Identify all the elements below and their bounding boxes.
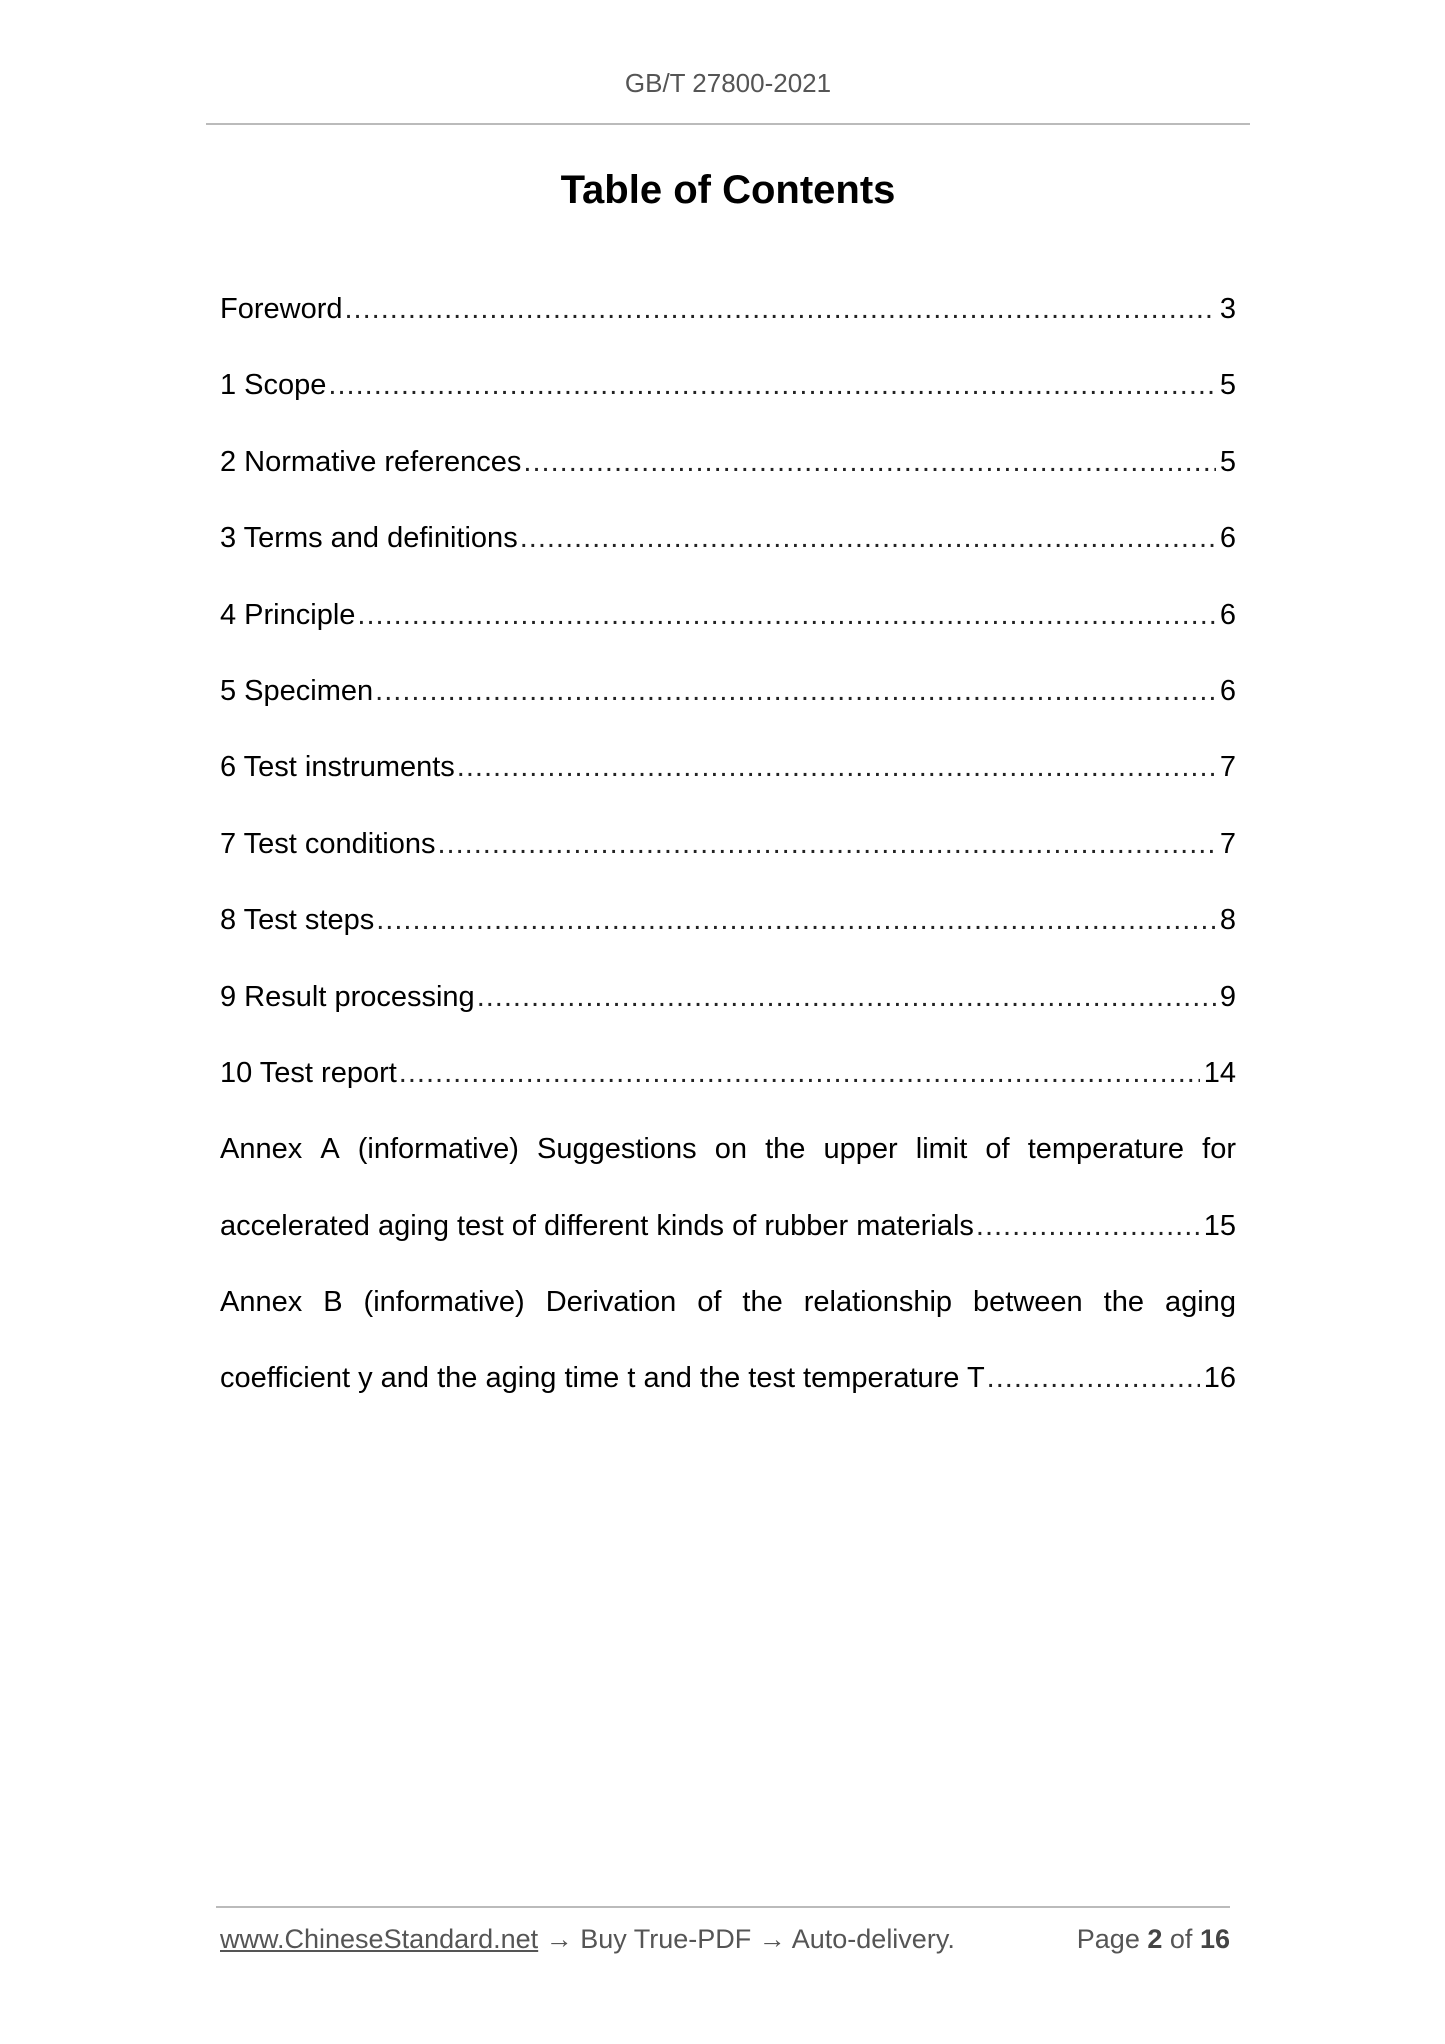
toc-entry-terms-and-definitions[interactable] xyxy=(220,514,1236,590)
toc-entry-page: 15 xyxy=(1203,1209,1236,1242)
toc-entry-label: accelerated aging test of different kinds of rubber materials xyxy=(220,1209,974,1242)
toc-entry-test-instruments[interactable] xyxy=(220,743,1236,819)
page-footer xyxy=(220,1924,1230,1955)
toc-entry-label: 5 Specimen xyxy=(220,674,374,707)
toc-word: relationship xyxy=(803,1286,953,1319)
toc-word: aging xyxy=(1164,1286,1236,1319)
toc-word: the xyxy=(765,1133,806,1166)
toc-leader-dots xyxy=(376,896,1216,944)
toc-entry-page: 6 xyxy=(1219,598,1236,631)
toc-entry-page: 5 xyxy=(1219,369,1236,402)
toc-entry-label: 2 Normative references xyxy=(220,445,522,478)
header-divider xyxy=(206,123,1250,125)
toc-entry-label: 9 Result processing xyxy=(220,980,475,1013)
toc-entry-page: 3 xyxy=(1219,293,1236,325)
toc-leader-dots xyxy=(399,1049,1200,1097)
toc-entry-test-steps[interactable] xyxy=(220,896,1236,972)
toc-entry-label: 4 Principle xyxy=(220,598,356,631)
toc-word: limit xyxy=(915,1133,968,1166)
toc-word: of xyxy=(985,1133,1010,1166)
toc-word: Annex xyxy=(220,1286,303,1319)
footer-divider xyxy=(216,1906,1230,1908)
toc-leader-dots xyxy=(477,973,1216,1021)
document-id-header: GB/T 27800-2021 xyxy=(624,68,832,98)
toc-entry-page: 7 xyxy=(1219,751,1236,784)
toc-entry-test-report[interactable] xyxy=(220,1049,1236,1125)
current-page-number: 2 xyxy=(1147,1924,1163,1954)
toc-leader-dots xyxy=(520,514,1216,562)
toc-leader-dots xyxy=(357,591,1215,639)
toc-word: for xyxy=(1202,1133,1236,1166)
toc-word: upper xyxy=(823,1133,898,1166)
chinesestandard-link[interactable]: www.ChineseStandard.net xyxy=(220,1924,539,1954)
toc-word: the xyxy=(1103,1286,1144,1319)
toc-entry-annex-a-line1[interactable] xyxy=(220,1125,1236,1201)
toc-entry-page: 16 xyxy=(1203,1362,1236,1395)
toc-entry-scope[interactable] xyxy=(220,361,1236,437)
toc-entry-principle[interactable] xyxy=(220,591,1236,667)
toc-word: (informative) xyxy=(363,1286,525,1319)
toc-leader-dots xyxy=(328,361,1215,409)
toc-entry-label: Foreword xyxy=(220,293,343,325)
toc-entry-annex-b-line2[interactable] xyxy=(220,1354,1236,1430)
toc-entry-label: 8 Test steps xyxy=(220,904,375,937)
toc-leader-dots xyxy=(976,1202,1200,1250)
toc-word: (informative) xyxy=(357,1133,519,1166)
toc-entry-annex-b-line1[interactable] xyxy=(220,1278,1236,1354)
table-of-contents xyxy=(220,285,1236,1431)
toc-word: Annex xyxy=(220,1133,303,1166)
toc-leader-dots xyxy=(523,438,1215,486)
toc-leader-dots xyxy=(438,820,1216,868)
toc-leader-dots xyxy=(345,285,1216,333)
toc-entry-label: 10 Test report xyxy=(220,1056,397,1089)
footer-promo-text: → Buy True-PDF → Auto-delivery. xyxy=(538,1924,955,1954)
toc-entry-label: 6 Test instruments xyxy=(220,751,455,784)
toc-word: the xyxy=(742,1286,783,1319)
toc-entry-label: 1 Scope xyxy=(220,369,327,402)
toc-word: B xyxy=(323,1286,343,1319)
toc-word: Suggestions xyxy=(537,1133,697,1166)
toc-entry-result-processing[interactable] xyxy=(220,973,1236,1049)
toc-word: A xyxy=(320,1133,340,1166)
toc-word: Derivation xyxy=(545,1286,677,1319)
toc-entry-label: 3 Terms and definitions xyxy=(220,522,518,555)
footer-promo xyxy=(220,1924,955,1955)
toc-entry-label: coefficient y and the aging time t and the test temperature T xyxy=(220,1362,985,1395)
toc-entry-page: 6 xyxy=(1219,674,1236,707)
of-word: of xyxy=(1169,1924,1193,1954)
toc-leader-dots xyxy=(375,667,1216,715)
toc-entry-page: 8 xyxy=(1219,904,1236,937)
page-number xyxy=(1077,1924,1230,1955)
total-pages-number: 16 xyxy=(1199,1924,1230,1954)
toc-entry-page: 6 xyxy=(1219,522,1236,555)
toc-entry-test-conditions[interactable] xyxy=(220,820,1236,896)
toc-entry-normative-references[interactable] xyxy=(220,438,1236,514)
toc-word: temperature xyxy=(1027,1133,1185,1166)
page-title: Table of Contents xyxy=(560,168,896,212)
toc-leader-dots xyxy=(987,1354,1200,1402)
toc-leader-dots xyxy=(457,743,1216,791)
toc-word: on xyxy=(714,1133,747,1166)
toc-entry-page: 9 xyxy=(1219,980,1236,1013)
toc-word: between xyxy=(973,1286,1083,1319)
toc-entry-specimen[interactable] xyxy=(220,667,1236,743)
toc-entry-annex-a-line2[interactable] xyxy=(220,1202,1236,1278)
toc-entry-label: 7 Test conditions xyxy=(220,827,436,860)
page-word: Page xyxy=(1076,1924,1140,1954)
toc-entry-page: 7 xyxy=(1219,827,1236,860)
toc-entry-page: 14 xyxy=(1203,1056,1236,1089)
toc-entry-page: 5 xyxy=(1219,445,1236,478)
toc-entry-foreword[interactable] xyxy=(220,285,1236,361)
toc-word: of xyxy=(697,1286,722,1319)
